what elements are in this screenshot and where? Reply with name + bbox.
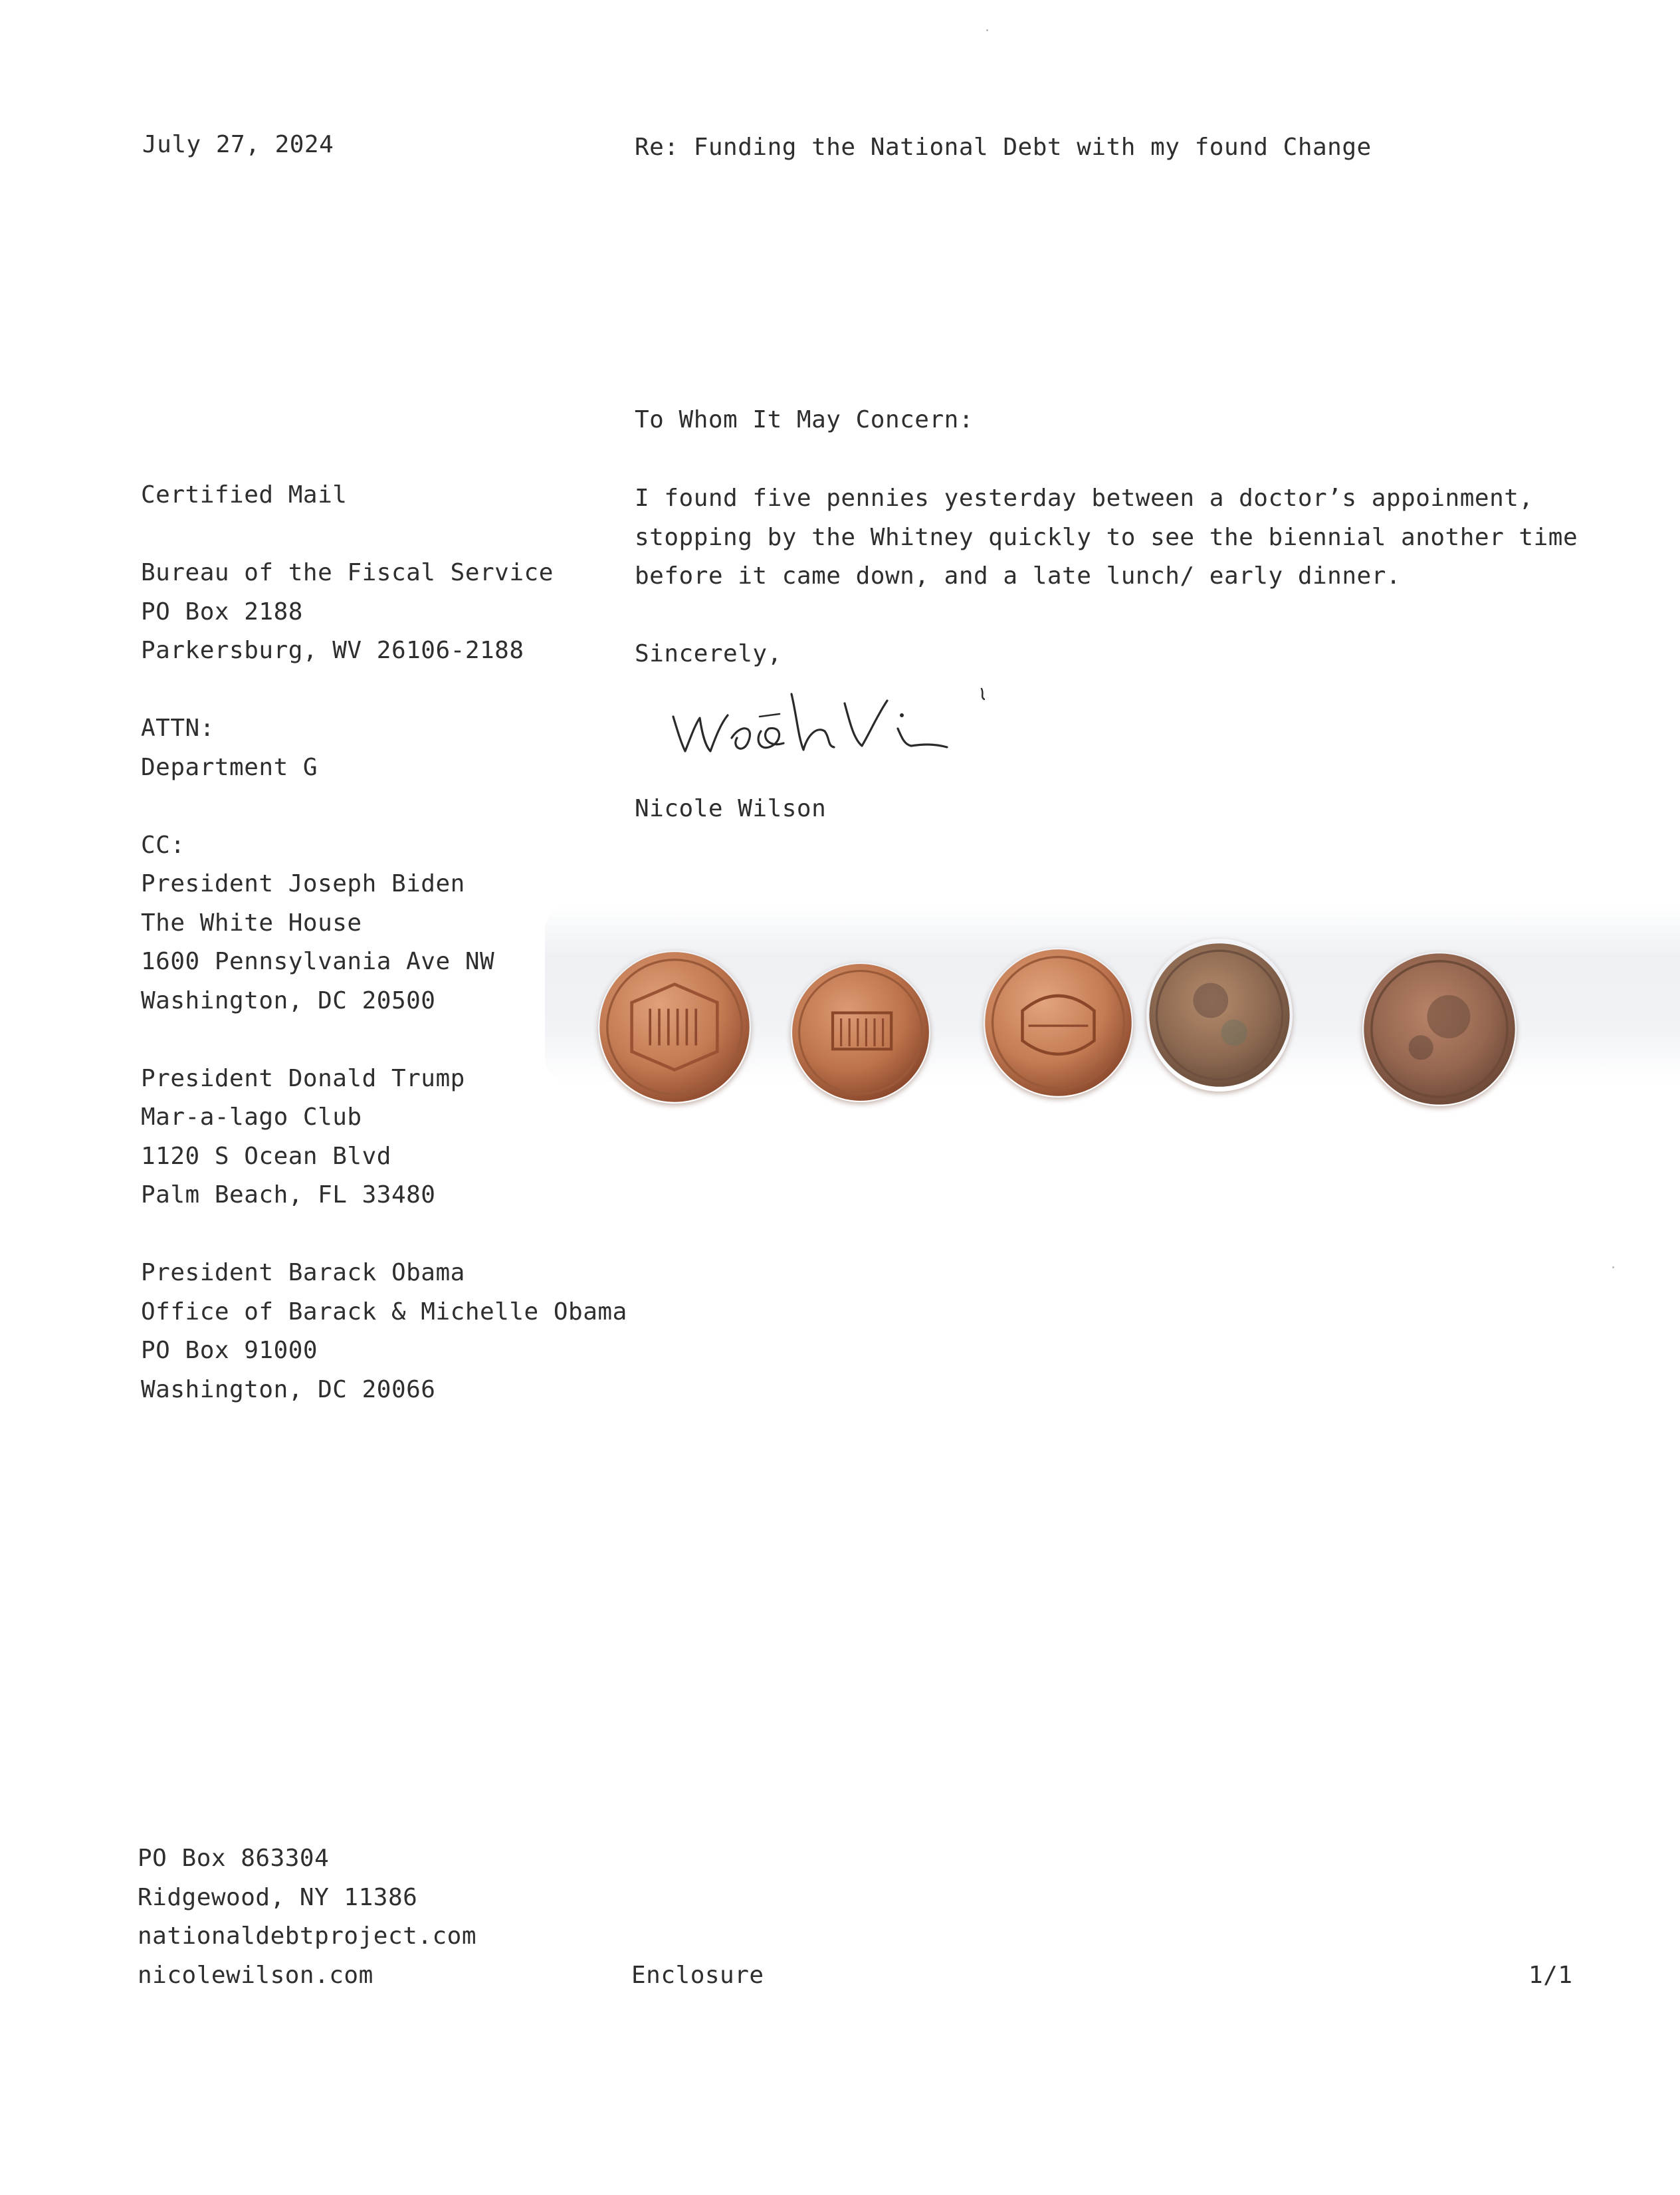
closing: Sincerely, bbox=[635, 640, 782, 667]
letter-subject: Re: Funding the National Debt with my found Change bbox=[635, 134, 1372, 161]
penny-3 bbox=[984, 948, 1133, 1098]
signature-name: Nicole Wilson bbox=[635, 795, 827, 822]
cc-label: CC: bbox=[141, 831, 185, 859]
cc-address-line: The White House bbox=[141, 909, 362, 937]
cc-address-line: President Donald Trump bbox=[141, 1064, 465, 1092]
sender-address bbox=[138, 1839, 476, 1995]
sender-po-box: PO Box 863304 bbox=[138, 1845, 330, 1872]
scan-speck bbox=[1612, 1266, 1614, 1268]
penny-2 bbox=[791, 963, 930, 1102]
cc-address-line: President Joseph Biden bbox=[141, 870, 465, 897]
cc-address-line: Palm Beach, FL 33480 bbox=[141, 1181, 436, 1209]
cc-address-line: Office of Barack & Michelle Obama bbox=[141, 1298, 627, 1326]
body-line: before it came down, and a late lunch/ early dinner. bbox=[635, 562, 1402, 590]
cc-address-line: Washington, DC 20066 bbox=[141, 1375, 436, 1403]
body-line: stopping by the Whitney quickly to see the biennial another time bbox=[635, 523, 1578, 551]
recipient-line: Bureau of the Fiscal Service bbox=[141, 559, 554, 586]
page-number: 1/1 bbox=[1528, 1962, 1573, 1989]
attn-label: ATTN: bbox=[141, 715, 215, 742]
enclosure-label: Enclosure bbox=[631, 1962, 764, 1989]
cc-address-line: 1120 S Ocean Blvd bbox=[141, 1142, 391, 1170]
letter-date: July 27, 2024 bbox=[142, 131, 334, 158]
handwritten-signature bbox=[668, 677, 1020, 763]
scan-speck bbox=[986, 29, 988, 31]
penny-5 bbox=[1362, 952, 1517, 1106]
sender-city: Ridgewood, NY 11386 bbox=[138, 1883, 418, 1911]
cc-address-line: President Barack Obama bbox=[141, 1259, 465, 1286]
body-line: I found five pennies yesterday between a doctor’s appoinment, bbox=[635, 485, 1534, 512]
cc-address-line: PO Box 91000 bbox=[141, 1337, 318, 1364]
recipient-line: PO Box 2188 bbox=[141, 598, 303, 626]
letter-body bbox=[635, 479, 1578, 674]
cc-address-line: Washington, DC 20500 bbox=[141, 986, 436, 1014]
cc-address-line: 1600 Pennsylvania Ave NW bbox=[141, 948, 495, 975]
sender-website: nationaldebtproject.com bbox=[138, 1922, 476, 1950]
penny-1 bbox=[598, 951, 751, 1103]
sender-website: nicolewilson.com bbox=[138, 1961, 373, 1989]
salutation: To Whom It May Concern: bbox=[635, 406, 974, 433]
mailing-method: Certified Mail bbox=[141, 481, 348, 509]
attn-department: Department G bbox=[141, 753, 318, 781]
cc-address-line: Mar-a-lago Club bbox=[141, 1103, 362, 1131]
recipient-line: Parkersburg, WV 26106-2188 bbox=[141, 637, 524, 664]
penny-4 bbox=[1146, 939, 1293, 1092]
